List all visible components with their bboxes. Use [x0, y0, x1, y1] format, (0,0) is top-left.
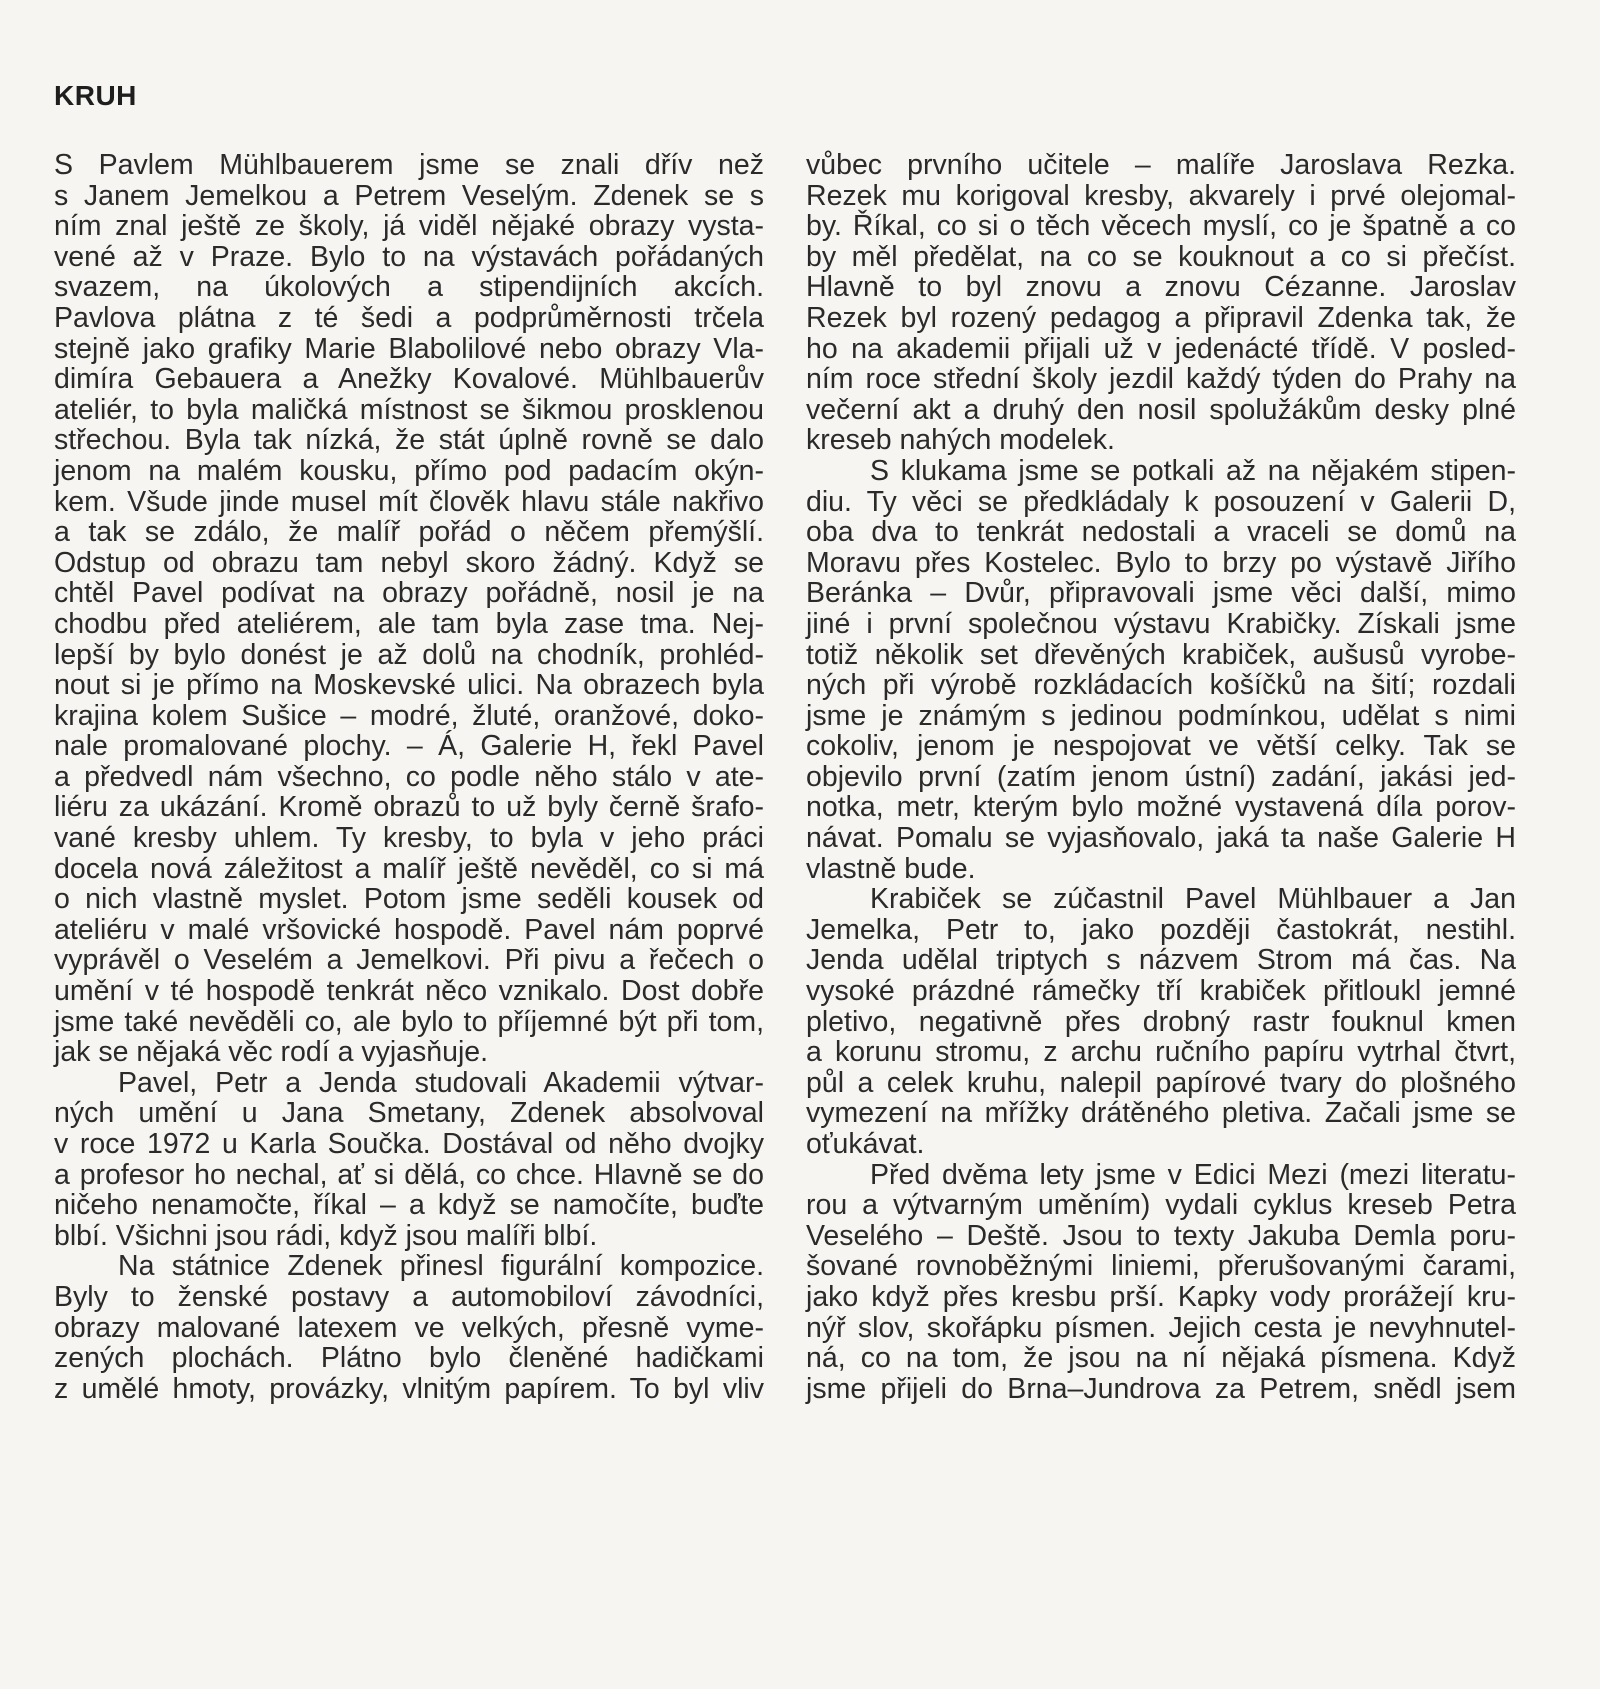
text-line: Jenda udělal triptych s názvem Strom má čas. Na — [806, 944, 1516, 977]
text-line: oťukávat. — [806, 1128, 925, 1160]
text-line: Pavel, Petr a Jenda studovali Akademii výtvar- — [118, 1066, 764, 1099]
text-line: S klukama jsme se potkali až na nějakém stipen- — [870, 454, 1516, 487]
text-line: kreseb nahých modelek. — [806, 424, 1115, 457]
text-line: Jemelka, Petr to, jako později častokrát, nestihl. — [806, 913, 1516, 946]
text-line: zených plochách. Plátno bylo členěné hadičkami — [54, 1342, 764, 1375]
text-line: nout si je přímo na Moskevské ulici. Na obrazech byla — [54, 669, 764, 702]
page-title: KRUH — [54, 80, 137, 111]
text-line: šované rovnoběžnými liniemi, přerušovanými čarami, — [806, 1250, 1516, 1283]
text-line: ných umění u Jana Smetany, Zdenek absolvoval — [54, 1097, 764, 1130]
text-line: návat. Pomalu se vyjasňovalo, jaká ta naše Galerie H — [806, 822, 1516, 855]
text-line: stejně jako grafiky Marie Blabolilové nebo obrazy Vla- — [54, 332, 764, 365]
text-line: Rezek byl rozený pedagog a připravil Zdenka tak, že — [806, 301, 1516, 334]
text-line: vané kresby uhlem. Ty kresby, to byla v jeho práci — [54, 822, 764, 855]
text-line: a korunu stromu, z archu ručního papíru vytrhal čtvrt, — [806, 1036, 1516, 1069]
text-line: s Janem Jemelkou a Petrem Veselým. Zdenek se s — [54, 179, 764, 212]
text-line: Beránka – Dvůr, připravovali jsme věci další, mimo — [806, 577, 1516, 610]
text-line: ho na akademii přijali už v jedenácté třídě. V posled- — [806, 332, 1516, 365]
text-line: kem. Všude jinde musel mít člověk hlavu stále nakřivo — [54, 485, 764, 518]
text-line: vymezení na mřížky drátěného pletiva. Začali jsme se — [806, 1097, 1516, 1130]
text-line: jiné i první společnou výstavu Krabičky. Získali jsme — [806, 607, 1516, 640]
text-line: vené až v Praze. Bylo to na výstavách pořádaných — [54, 240, 764, 273]
text-line: Odstup od obrazu tam nebyl skoro žádný. Když se — [54, 546, 764, 579]
text-line: vysoké prázdné rámečky tří krabiček přitloukl jemné — [806, 975, 1516, 1008]
text-line: liéru za ukázání. Kromě obrazů to už byly černě šrafo- — [54, 791, 764, 824]
text-line: vůbec prvního učitele – malíře Jaroslava Rezka. — [806, 149, 1516, 181]
text-line: chodbu před ateliérem, ale tam byla zase tma. Nej- — [54, 607, 764, 640]
text-line: diu. Ty věci se předkládaly k posouzení v Galerii D, — [806, 485, 1516, 518]
text-line: ničeho nenamočte, říkal – a když se namočíte, buďte — [54, 1189, 764, 1222]
text-line: ním roce střední školy jezdil každý týden do Prahy na — [806, 363, 1516, 396]
text-line: jak se nějaká věc rodí a vyjasňuje. — [54, 1036, 489, 1069]
text-column-right — [806, 150, 1516, 1404]
text-line: vlastně bude. — [806, 852, 976, 885]
text-line: nýř slov, skořápku písmen. Jejich cesta je nevyhnutel- — [806, 1311, 1516, 1344]
text-line: blbí. Všichni jsou rádi, když jsou malíři blbí. — [54, 1219, 598, 1252]
text-line: dimíra Gebauera a Anežky Kovalové. Mühlbauerův — [54, 363, 764, 396]
text-line: ná, co na tom, že jsou na ní nějaká písmena. Když — [806, 1342, 1516, 1375]
text-line: Na státnice Zdenek přinesl figurální kompozice. — [118, 1250, 764, 1283]
text-line: svazem, na úkolových a stipendijních akcích. — [54, 271, 764, 304]
text-line: večerní akt a druhý den nosil spolužákům desky plné — [806, 393, 1516, 426]
text-line: Hlavně to byl znovu a znovu Cézanne. Jaroslav — [806, 271, 1516, 304]
text-line: obrazy malované latexem ve velkých, přesně vyme- — [54, 1311, 764, 1344]
text-line: jsme je známým s jedinou podmínkou, udělat s nimi — [806, 699, 1516, 732]
text-line: cokoliv, jenom je nespojovat ve větší celky. Tak se — [806, 730, 1516, 763]
text-line: notka, metr, kterým bylo možné vystavená díla porov- — [806, 791, 1516, 824]
text-line: S Pavlem Mühlbauerem jsme se znali dřív než — [54, 149, 764, 181]
text-line: a tak se zdálo, že malíř pořád o něčem přemýšlí. — [54, 516, 764, 549]
text-line: o nich vlastně myslet. Potom jsme seděli kousek od — [54, 883, 764, 916]
text-line: krajina kolem Sušice – modré, žluté, oranžové, doko- — [54, 699, 764, 732]
text-line: nale promalované plochy. – Á, Galerie H, řekl Pavel — [54, 730, 764, 763]
text-line: jako když přes kresbu prší. Kapky vody prorážejí kru- — [806, 1280, 1516, 1313]
text-line: vyprávěl o Veselém a Jemelkovi. Při pivu a řečech o — [54, 944, 764, 977]
text-line: umění v té hospodě tenkrát něco vznikalo. Dost dobře — [54, 975, 764, 1008]
text-line: by. Říkal, co si o těch věcech myslí, co je špatně a co — [806, 210, 1516, 243]
text-line: Krabiček se zúčastnil Pavel Mühlbauer a Jan — [870, 883, 1516, 916]
text-column-left — [54, 150, 764, 1404]
text-line: ateliéru v malé vršovické hospodě. Pavel nám poprvé — [54, 913, 764, 946]
text-line: objevilo první (zatím jenom ústní) zadání, jakási jed- — [806, 760, 1516, 793]
text-line: Moravu přes Kostelec. Bylo to brzy po výstavě Jiřího — [806, 546, 1516, 579]
text-line: Pavlova plátna z té šedi a podprůměrnosti trčela — [54, 301, 764, 334]
text-line: Veselého – Deště. Jsou to texty Jakuba Demla poru- — [806, 1219, 1516, 1252]
text-line: chtěl Pavel podívat na obrazy pořádně, nosil je na — [54, 577, 764, 610]
text-line: ním znal ještě ze školy, já viděl nějaké obrazy vysta- — [54, 210, 764, 243]
text-line: Byly to ženské postavy a automobiloví závodníci, — [54, 1280, 764, 1313]
text-line: jsme přijeli do Brna–Jundrova za Petrem, snědl jsem — [806, 1372, 1516, 1405]
text-line: půl a celek kruhu, nalepil papírové tvary do plošného — [806, 1066, 1516, 1099]
text-line: z umělé hmoty, provázky, vlnitým papírem. To byl vliv — [54, 1372, 764, 1405]
text-line: pletivo, negativně přes drobný rastr fouknul kmen — [806, 1005, 1516, 1038]
text-line: jsme také nevěděli co, ale bylo to příjemné být při tom, — [54, 1005, 764, 1038]
text-line: jenom na malém kousku, přímo pod padacím okýn- — [54, 454, 764, 487]
text-line: ateliér, to byla maličká místnost se šikmou prosklenou — [54, 393, 764, 426]
text-line: totiž několik set dřevěných krabiček, aušusů vyrobe- — [806, 638, 1516, 671]
text-line: a předvedl nám všechno, co podle něho stálo v ate- — [54, 760, 764, 793]
text-line: docela nová záležitost a malíř ještě nevěděl, co si má — [54, 852, 764, 885]
text-line: a profesor ho nechal, ať si dělá, co chce. Hlavně se do — [54, 1158, 764, 1191]
text-line: oba dva to tenkrát nedostali a vraceli se domů na — [806, 516, 1516, 549]
text-line: v roce 1972 u Karla Součka. Dostával od něho dvojky — [54, 1128, 764, 1160]
text-line: lepší by bylo donést je až dolů na chodník, prohléd- — [54, 638, 764, 671]
text-line: by měl předělat, na co se kouknout a co si přečíst. — [806, 240, 1516, 273]
text-line: střechou. Byla tak nízká, že stát úplně rovně se dalo — [54, 424, 764, 457]
text-line: Před dvěma lety jsme v Edici Mezi (mezi literatu- — [870, 1158, 1516, 1191]
text-line: Rezek mu korigoval kresby, akvarely i prvé olejomal- — [806, 179, 1516, 212]
text-line: ných při výrobě rozkládacích košíčků na šití; rozdali — [806, 669, 1516, 702]
text-line: rou a výtvarným uměním) vydali cyklus kreseb Petra — [806, 1189, 1516, 1222]
